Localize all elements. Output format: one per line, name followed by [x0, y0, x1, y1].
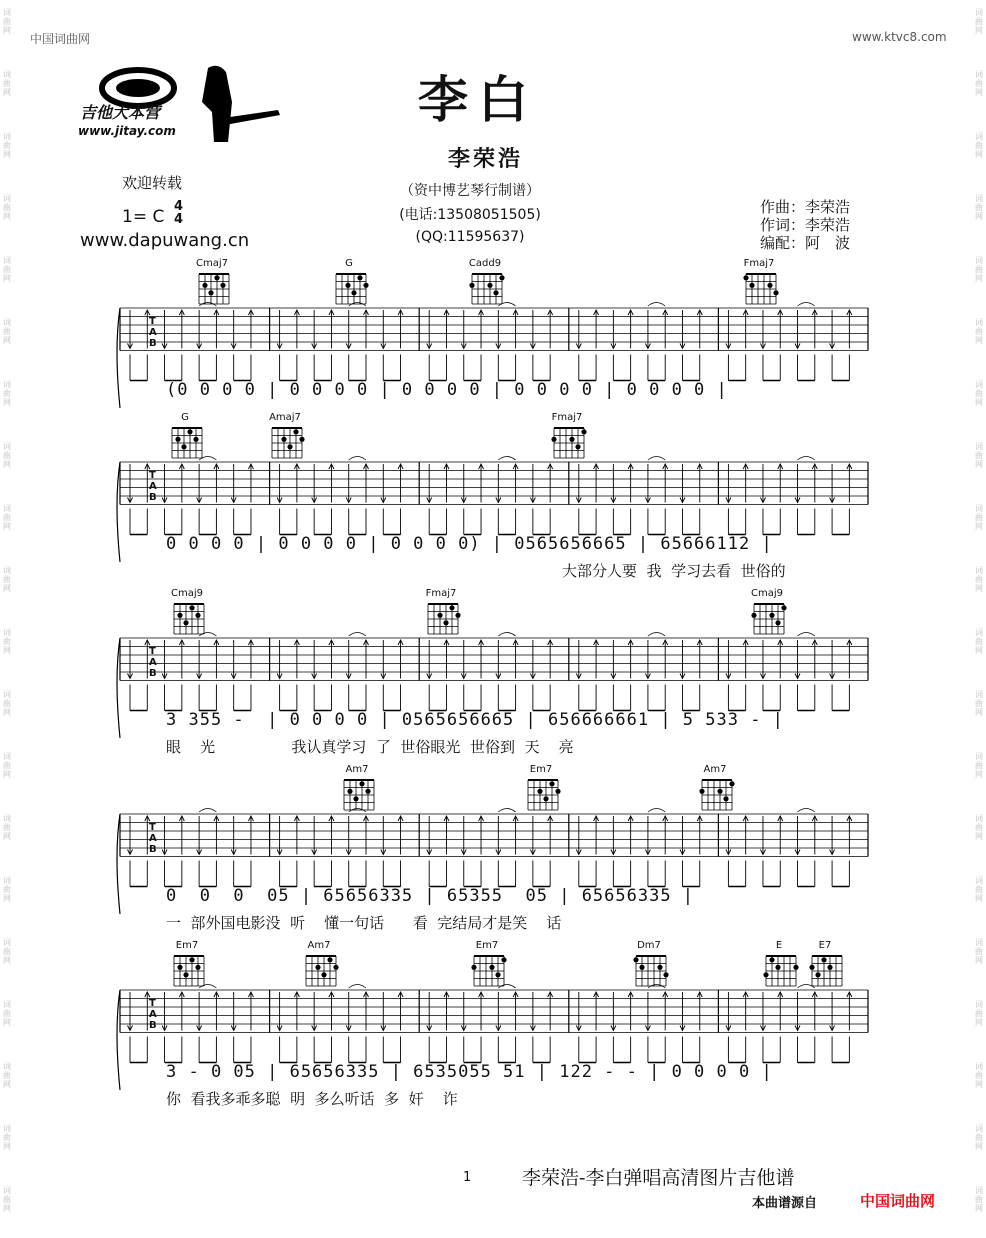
song-title: 李白 — [418, 70, 538, 129]
footer-source-label: 本曲谱源自 — [752, 1196, 818, 1211]
tab-letter: A — [149, 1009, 157, 1020]
numbered-notation: 3 - 0 05 | 65656335 | 6535055 51 | 122 - - | 0 0 0 0 | — [166, 1062, 773, 1082]
side-watermark-text: 词曲网 — [3, 256, 11, 283]
tab-letter: T — [149, 316, 156, 327]
chord-name: Fmaj7 — [743, 258, 775, 269]
side-watermark-text: 词曲网 — [3, 380, 11, 407]
numbered-notation: 3 355 - | 0 0 0 0 | 0565656665 | 656666661 | 5 533 - | — [166, 710, 784, 730]
lyricist-credit: 作词：李荣浩 — [760, 216, 851, 234]
side-watermark-text: 词曲网 — [3, 1186, 11, 1213]
side-watermark-text: 词曲网 — [975, 256, 983, 283]
chord-name: Em7 — [175, 940, 199, 951]
side-watermark-text: 词曲网 — [3, 938, 11, 965]
side-watermark-text: 词曲网 — [975, 1062, 983, 1089]
tab-letter: B — [149, 492, 157, 503]
side-watermark-text: 词曲网 — [975, 132, 983, 159]
numbered-notation: 0 0 0 0 | 0 0 0 0 | 0 0 0 0) | 0565656665 | 65666112 | — [166, 534, 773, 554]
side-watermark-text: 词曲网 — [3, 1124, 11, 1151]
tab-letter: A — [149, 327, 157, 338]
tab-letter: B — [149, 668, 157, 679]
side-watermark-text: 词曲网 — [3, 628, 11, 655]
numbered-notation: (0 0 0 0 | 0 0 0 0 | 0 0 0 0 | 0 0 0 0 | 0 0 0 0 | — [166, 380, 728, 400]
chord-name: Em7 — [529, 764, 553, 775]
site-url-right: www.ktvc8.com — [852, 30, 947, 44]
chord-name: Em7 — [475, 940, 499, 951]
footer-source-site: 中国词曲网 — [860, 1192, 936, 1210]
tab-letter: A — [149, 833, 157, 844]
chord-name: G — [345, 258, 353, 269]
side-watermark-text: 词曲网 — [975, 70, 983, 97]
chord-name: Cadd9 — [468, 258, 502, 269]
side-watermark-text: 词曲网 — [975, 1000, 983, 1027]
side-watermark-text: 词曲网 — [975, 1124, 983, 1151]
tab-letter: B — [149, 1020, 157, 1031]
chord-name: Am7 — [307, 940, 331, 951]
side-watermark-text: 词曲网 — [975, 1186, 983, 1213]
lyrics-line: 大部分人要 我 学习去看 世俗的 — [562, 562, 786, 580]
time-signature — [174, 200, 183, 226]
side-watermark-text: 词曲网 — [3, 814, 11, 841]
phone-text: (电话:13508051505) — [399, 207, 541, 223]
site-name-left: 中国词曲网 — [30, 32, 91, 46]
tab-letter: B — [149, 338, 157, 349]
side-watermark-text: 词曲网 — [975, 442, 983, 469]
footer-title: 李荣浩-李白弹唱高清图片吉他谱 — [522, 1167, 795, 1189]
tab-letter: A — [149, 481, 157, 492]
side-watermark-text: 词曲网 — [3, 752, 11, 779]
chord-name: Am7 — [345, 764, 369, 775]
lyrics-line: 你 看我多乖多聪 明 多么听话 多 奸 诈 — [166, 1090, 458, 1108]
side-watermark-text: 词曲网 — [975, 566, 983, 593]
side-watermark-text: 词曲网 — [3, 194, 11, 221]
side-watermark-text: 词曲网 — [975, 690, 983, 717]
tab-letter: T — [149, 646, 156, 657]
chord-name: Fmaj7 — [425, 588, 457, 599]
side-watermark-text: 词曲网 — [975, 318, 983, 345]
composer-credit: 作曲：李荣浩 — [760, 198, 851, 216]
side-watermark-text: 词曲网 — [3, 442, 11, 469]
jitay-logo — [78, 58, 288, 148]
side-watermark-text: 词曲网 — [975, 628, 983, 655]
side-watermark-text: 词曲网 — [975, 8, 983, 35]
side-watermark-text: 词曲网 — [975, 504, 983, 531]
welcome-text: 欢迎转载 — [122, 174, 183, 192]
arranger-credit: 编配：阿 波 — [760, 234, 851, 252]
chord-name: G — [181, 412, 189, 423]
side-watermark-text: 词曲网 — [975, 194, 983, 221]
side-watermark-text: 词曲网 — [3, 1000, 11, 1027]
tab-letter: A — [149, 657, 157, 668]
qq-text: (QQ:11595637) — [415, 229, 525, 245]
chord-name: Cmaj9 — [751, 588, 783, 599]
logo-url: www.jitay.com — [78, 124, 176, 138]
website-text: www.dapuwang.cn — [80, 230, 250, 251]
side-watermark-text: 词曲网 — [975, 752, 983, 779]
chord-name: Amaj7 — [269, 412, 301, 423]
chord-name: Am7 — [703, 764, 727, 775]
tab-letter: T — [149, 998, 156, 1009]
maker-text: （资中博艺琴行制谱） — [400, 183, 540, 199]
chord-name: Cmaj7 — [196, 258, 228, 269]
lyrics-line: 一 部外国电影没 听 懂一句话 看 完结局才是笑 话 — [166, 914, 562, 932]
side-watermark-text: 词曲网 — [3, 504, 11, 531]
tab-row — [0, 940, 986, 1116]
lyrics-line: 眼 光 我认真学习 了 世俗眼光 世俗到 天 亮 — [166, 738, 574, 756]
tab-row — [0, 764, 986, 940]
time-sig-bottom: 4 — [174, 212, 184, 227]
tab-letter: T — [149, 822, 156, 833]
key-signature: 1= C — [122, 207, 165, 227]
tab-letter: B — [149, 844, 157, 855]
chord-name: Cmaj9 — [171, 588, 203, 599]
logo-brand: 吉他大本营 — [80, 103, 161, 122]
page-number: 1 — [463, 1170, 472, 1185]
side-watermark-text: 词曲网 — [975, 380, 983, 407]
side-watermark-text: 词曲网 — [3, 70, 11, 97]
numbered-notation: 0 0 0 05 | 65656335 | 65355 05 | 65656335 | — [166, 886, 695, 906]
tab-letter: T — [149, 470, 156, 481]
side-watermark-text: 词曲网 — [3, 8, 11, 35]
chord-name: Dm7 — [637, 940, 661, 951]
side-watermark-text: 词曲网 — [3, 690, 11, 717]
time-sig-top: 4 — [174, 199, 184, 214]
tab-row — [0, 412, 986, 588]
chord-name: Fmaj7 — [551, 412, 583, 423]
chord-name: E — [775, 940, 783, 951]
side-watermark-text: 词曲网 — [3, 132, 11, 159]
side-watermark-text: 词曲网 — [975, 938, 983, 965]
side-watermark-text: 词曲网 — [975, 876, 983, 903]
side-watermark-text: 词曲网 — [975, 814, 983, 841]
side-watermark-text: 词曲网 — [3, 1062, 11, 1089]
song-artist: 李荣浩 — [448, 146, 524, 172]
tab-row — [0, 258, 986, 434]
chord-name: E7 — [818, 940, 832, 951]
side-watermark-text: 词曲网 — [3, 318, 11, 345]
side-watermark-text: 词曲网 — [3, 566, 11, 593]
tab-row — [0, 588, 986, 764]
side-watermark-text: 词曲网 — [3, 876, 11, 903]
